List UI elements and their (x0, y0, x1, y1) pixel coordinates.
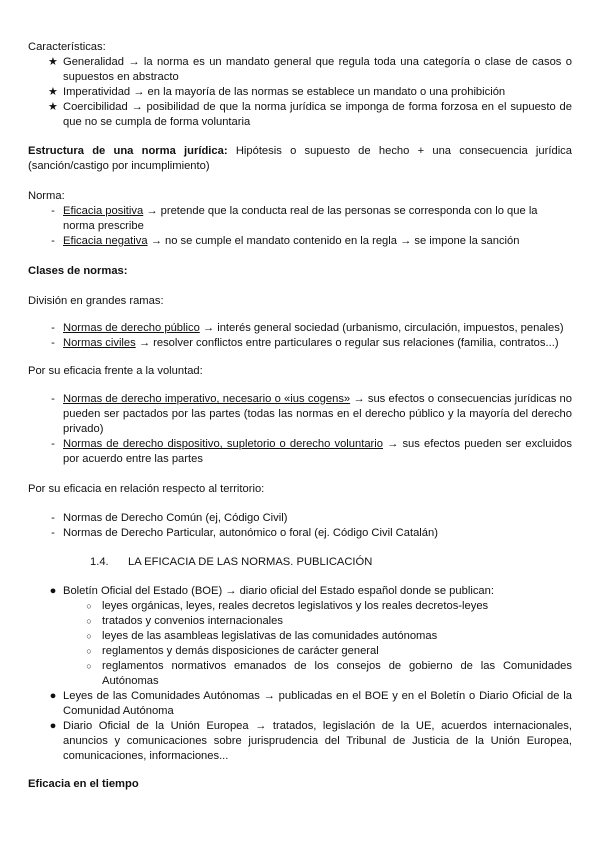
item-term: Eficacia positiva (63, 205, 144, 217)
bullet-icon: ● (49, 690, 57, 702)
item-text: reglamentos normativos emanados de los consejos de gobierno de las Comunidades Autónomas (102, 660, 572, 687)
caracteristicas-list (28, 55, 572, 130)
item-text: → no se cumple el mandato contenido en la regla → se impone la sanción (147, 235, 520, 247)
list-item (28, 689, 572, 719)
item-text: reglamentos y demás disposiciones de carácter general (102, 645, 379, 657)
item-term: Normas de derecho imperativo, necesario o «ius cogens» (63, 393, 351, 405)
list-item (28, 55, 572, 85)
circle-bullet-icon: ○ (86, 631, 92, 641)
publicacion-list-cont (28, 689, 572, 764)
item-text: → pretende que la conducta real de las personas se corresponda con lo que la norma prescribe (63, 205, 538, 232)
sub-list-item (28, 629, 572, 644)
star-bullet-icon: ★ (47, 101, 59, 113)
item-text: Leyes de las Comunidades Autónomas → publicadas en el BOE y en el Boletín o Diario Oficial de la Comunidad Autónoma (63, 690, 572, 717)
dash-bullet-icon: - (51, 235, 55, 247)
dash-bullet-icon: - (51, 205, 55, 217)
caracteristicas-title: Características: (28, 41, 106, 53)
boe-sublist (28, 599, 572, 689)
list-item (28, 511, 572, 526)
item-text: leyes orgánicas, leyes, reales decretos legislativos y los reales decretos-leyes (102, 600, 489, 612)
item-text: Coercibilidad → posibilidad de que la norma jurídica se imponga de forma forzosa en el supuesto de que no se cumpla de forma voluntaria (63, 101, 572, 128)
item-term: Normas civiles (63, 337, 136, 349)
caracteristicas-section (28, 40, 572, 130)
item-text: tratados y convenios internacionales (102, 615, 283, 627)
item-text: → interés general sociedad (urbanismo, circulación, impuestos, penales) (199, 322, 564, 334)
section-heading (28, 555, 572, 571)
norma-section (28, 189, 572, 249)
bullet-icon: ● (49, 720, 57, 732)
dash-bullet-icon: - (51, 393, 55, 405)
voluntad-title: Por su eficacia frente a la voluntad: (28, 365, 203, 377)
item-text: Diario Oficial de la Unión Europea → tratados, legislación de la UE, acuerdos internacionales, anuncios y comunicaciones sobre jurisprudencia del Tribunal de Justicia de la Unión Europea, comunicaciones, informaciones... (63, 720, 572, 762)
estructura-heading: Estructura de una norma jurídica: (28, 145, 228, 157)
norma-list (28, 204, 572, 249)
sub-list-item (28, 644, 572, 659)
item-text: Boletín Oficial del Estado (BOE) → diario oficial del Estado español donde se publican: (63, 585, 494, 597)
section-number: 1.4. (90, 556, 109, 568)
sub-list-item (28, 614, 572, 629)
list-item (28, 234, 572, 249)
sub-list-item (28, 599, 572, 614)
item-text: Normas de Derecho Común (ej, Código Civil) (63, 512, 288, 524)
territorio-title: Por su eficacia en relación respecto al territorio: (28, 483, 265, 495)
sub-list-item (28, 659, 572, 689)
territorio-list (28, 511, 572, 541)
item-text: Imperatividad → en la mayoría de las normas se establece un mandato o una prohibición (63, 86, 506, 98)
list-item (28, 584, 572, 599)
circle-bullet-icon: ○ (86, 616, 92, 626)
item-term: Normas de derecho dispositivo, supletorio o derecho voluntario (63, 438, 383, 450)
list-item (28, 392, 572, 437)
star-bullet-icon: ★ (47, 56, 59, 68)
tiempo-heading: Eficacia en el tiempo (28, 778, 139, 790)
item-text: Generalidad → la norma es un mandato general que regula toda una categoría o clase de casos o supuestos en abstracto (63, 56, 572, 83)
dash-bullet-icon: - (51, 322, 55, 334)
norma-title: Norma: (28, 190, 65, 202)
clases-heading: Clases de normas: (28, 265, 128, 277)
list-item (28, 437, 572, 467)
item-text: leyes de las asambleas legislativas de las comunidades autónomas (102, 630, 438, 642)
division-title: División en grandes ramas: (28, 295, 164, 307)
section-title: LA EFICACIA DE LAS NORMAS. PUBLICACIÓN (128, 556, 373, 568)
list-item (28, 719, 572, 764)
item-text: Normas de Derecho Particular, autonómico o foral (ej. Código Civil Catalán) (63, 527, 438, 539)
estructura-text: Hipótesis o supuesto de hecho + una consecuencia jurídica (sanción/castigo por incumplimiento) (28, 145, 572, 172)
division-list (28, 321, 572, 351)
list-item (28, 526, 572, 541)
dash-bullet-icon: - (51, 337, 55, 349)
list-item (28, 100, 572, 130)
list-item (28, 336, 572, 351)
estructura-paragraph (28, 144, 572, 174)
star-bullet-icon: ★ (47, 86, 59, 98)
list-item (28, 85, 572, 100)
dash-bullet-icon: - (51, 512, 55, 524)
item-text: → resolver conflictos entre particulares o regular sus relaciones (familia, contratos...) (135, 337, 559, 349)
publicacion-section (28, 584, 572, 764)
bullet-icon: ● (49, 585, 57, 597)
dash-bullet-icon: - (51, 527, 55, 539)
item-term: Normas de derecho público (63, 322, 200, 334)
item-term: Eficacia negativa (63, 235, 148, 247)
list-item (28, 321, 572, 336)
item-text: → sus efectos pueden ser excluidos por acuerdo entre las partes (63, 438, 572, 465)
publicacion-list (28, 584, 572, 599)
circle-bullet-icon: ○ (86, 661, 92, 671)
voluntad-list (28, 392, 572, 467)
item-text: → sus efectos o consecuencias jurídicas no pueden ser pactados por las partes (todas las normas en el derecho público y la mayoría del derecho privado) (63, 393, 572, 435)
list-item (28, 204, 572, 234)
circle-bullet-icon: ○ (86, 601, 92, 611)
dash-bullet-icon: - (51, 438, 55, 450)
circle-bullet-icon: ○ (86, 646, 92, 656)
